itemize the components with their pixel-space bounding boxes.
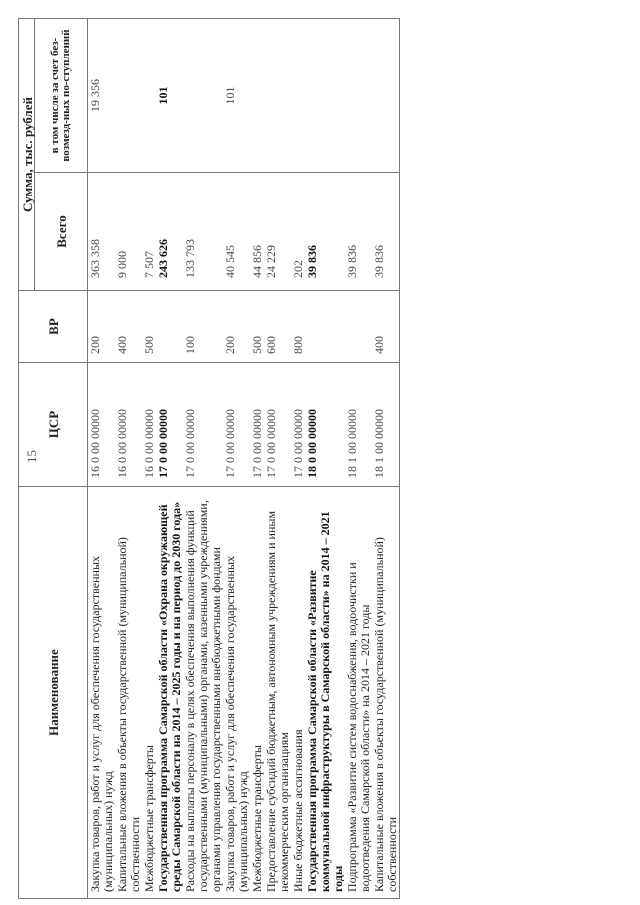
row-total-cell: 39 836	[305, 173, 345, 291]
row-name-cell: Капитальные вложения в объекты государственной (муниципальной) собственности	[115, 487, 142, 899]
row-name-cell: Подпрограмма «Развитие систем водоснабжения, водоочистки и водоотведения Самарской области» на 2014 – 2021 годы	[345, 487, 372, 899]
row-free-funds-cell	[183, 19, 223, 173]
table-row	[264, 19, 291, 899]
row-name-cell: Расходы на выплаты персоналу в целях обеспечения выполнения функций государственными (муниципальными) органами, казенными учреждениями, органами управления государственными внебюджетными фондами	[183, 487, 223, 899]
page-number: 15	[24, 450, 39, 463]
row-free-funds-cell	[372, 19, 400, 173]
row-vr-cell	[156, 291, 183, 363]
row-free-funds-cell: 101	[156, 19, 183, 173]
table-row	[156, 19, 183, 899]
row-total-cell: 39 836	[372, 173, 400, 291]
table-row	[345, 19, 372, 899]
row-vr-cell: 100	[183, 291, 223, 363]
row-name-cell: Государственная программа Самарской области «Развитие коммунальной инфраструктуры в Самарской области» на 2014 – 2021 годы	[305, 487, 345, 899]
row-csr-cell: 18 1 00 00000	[372, 363, 400, 487]
table-row	[223, 19, 250, 899]
row-vr-cell: 500	[250, 291, 264, 363]
row-name-cell: Закупка товаров, работ и услуг для обеспечения государственных (муниципальных) нужд	[88, 487, 116, 899]
row-vr-cell: 400	[372, 291, 400, 363]
row-free-funds-cell	[291, 19, 305, 173]
row-vr-cell: 500	[142, 291, 156, 363]
row-vr-cell: 400	[115, 291, 142, 363]
row-free-funds-cell	[264, 19, 291, 173]
row-free-funds-cell	[345, 19, 372, 173]
row-name-cell: Государственная программа Самарской области «Охрана окружающей среды Самарской области на 2014 – 2025 годы и на период до 2030 года»	[156, 487, 183, 899]
row-csr-cell: 16 0 00 00000	[115, 363, 142, 487]
row-total-cell: 7 507	[142, 173, 156, 291]
row-free-funds-cell	[250, 19, 264, 173]
header-free-funds: в том числе за счет без-возмезд-ных по-ступлений	[35, 19, 88, 173]
row-csr-cell: 17 0 00 00000	[264, 363, 291, 487]
row-name-cell: Межбюджетные трансферты	[142, 487, 156, 899]
row-free-funds-cell: 19 356	[88, 19, 116, 173]
row-name-cell: Закупка товаров, работ и услуг для обеспечения государственных (муниципальных) нужд	[223, 487, 250, 899]
header-sum-group: Сумма, тыс. рублей	[19, 19, 35, 291]
row-csr-cell: 16 0 00 00000	[88, 363, 116, 487]
row-vr-cell: 200	[88, 291, 116, 363]
row-free-funds-cell: 101	[223, 19, 250, 173]
row-total-cell: 40 545	[223, 173, 250, 291]
table-row	[305, 19, 345, 899]
row-csr-cell: 17 0 00 00000	[291, 363, 305, 487]
table-row	[291, 19, 305, 899]
header-csr: ЦСР	[19, 363, 88, 487]
table-row	[372, 19, 400, 899]
table-header	[19, 19, 88, 899]
budget-table	[18, 18, 400, 899]
header-total: Всего	[35, 173, 88, 291]
header-vr: ВР	[19, 291, 88, 363]
row-total-cell: 9 000	[115, 173, 142, 291]
row-total-cell: 243 626	[156, 173, 183, 291]
row-csr-cell: 17 0 00 00000	[183, 363, 223, 487]
table-row	[142, 19, 156, 899]
row-vr-cell: 800	[291, 291, 305, 363]
row-csr-cell: 18 0 00 00000	[305, 363, 345, 487]
row-name-cell: Межбюджетные трансферты	[250, 487, 264, 899]
row-total-cell: 24 229	[264, 173, 291, 291]
row-csr-cell: 16 0 00 00000	[142, 363, 156, 487]
table-row	[250, 19, 264, 899]
row-vr-cell	[345, 291, 372, 363]
row-csr-cell: 17 0 00 00000	[250, 363, 264, 487]
row-name-cell: Предоставление субсидий бюджетным, автономным учреждениям и иным некоммерческим организациям	[264, 487, 291, 899]
header-name: Наименование	[19, 487, 88, 899]
row-vr-cell: 600	[264, 291, 291, 363]
table-row	[183, 19, 223, 899]
row-csr-cell: 17 0 00 00000	[156, 363, 183, 487]
row-vr-cell: 200	[223, 291, 250, 363]
row-total-cell: 133 793	[183, 173, 223, 291]
row-total-cell: 363 358	[88, 173, 116, 291]
row-free-funds-cell	[305, 19, 345, 173]
row-name-cell: Капитальные вложения в объекты государственной (муниципальной) собственности	[372, 487, 400, 899]
table-body	[88, 19, 400, 899]
row-free-funds-cell	[142, 19, 156, 173]
row-free-funds-cell	[115, 19, 142, 173]
row-name-cell: Иные бюджетные ассигнования	[291, 487, 305, 899]
table-row	[88, 19, 116, 899]
row-csr-cell: 17 0 00 00000	[223, 363, 250, 487]
table-row	[115, 19, 142, 899]
row-total-cell: 39 836	[345, 173, 372, 291]
row-total-cell: 202	[291, 173, 305, 291]
row-total-cell: 44 856	[250, 173, 264, 291]
row-csr-cell: 18 1 00 00000	[345, 363, 372, 487]
row-vr-cell	[305, 291, 345, 363]
